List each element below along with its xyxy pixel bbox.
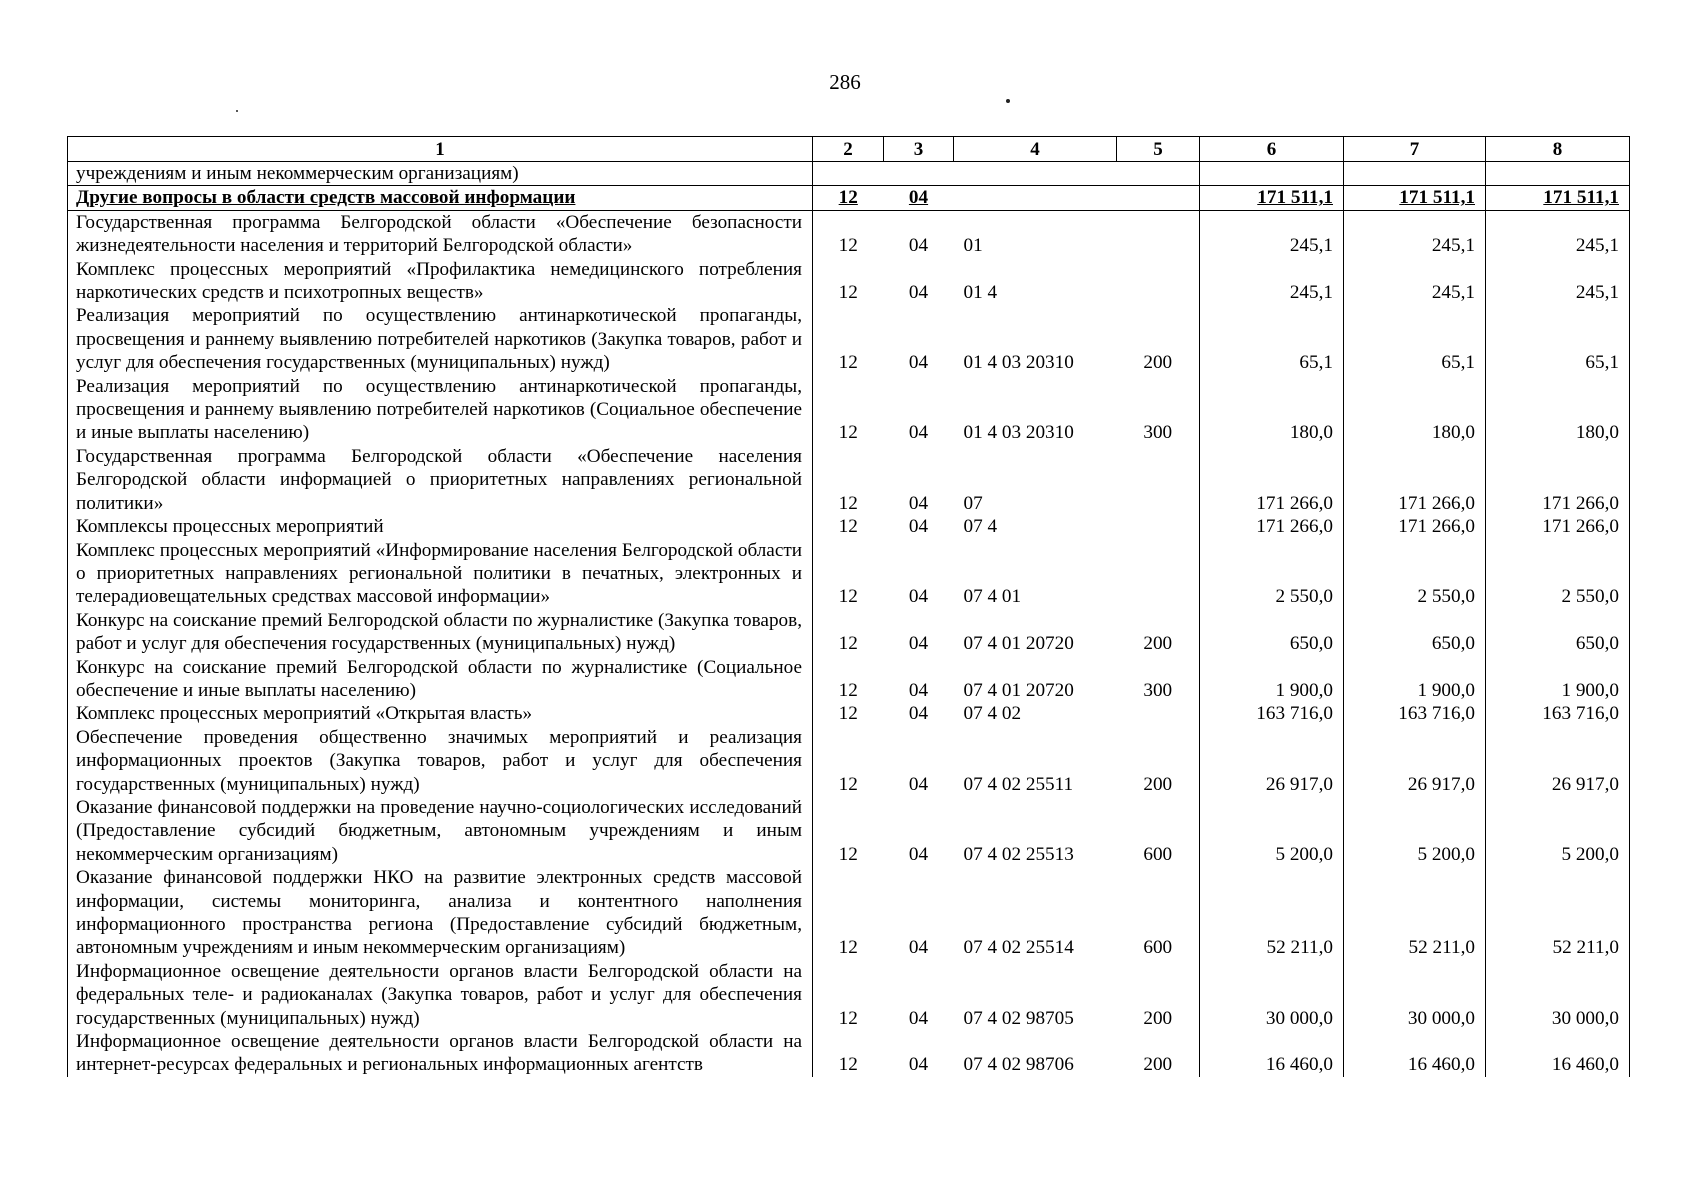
expense-type-cell: 200 xyxy=(1143,1007,1173,1029)
column-header: 2 xyxy=(813,137,884,162)
podrazdel-cell: 04 xyxy=(884,186,954,210)
amount-col8-cell: 245,1 xyxy=(1486,258,1630,305)
amount-col6-cell: 180,0 xyxy=(1200,375,1344,445)
amount-col7-cell: 26 917,0 xyxy=(1344,726,1486,796)
row-name: Комплекс процессных мероприятий «Открытая власть» xyxy=(68,702,813,725)
razdel-cell: 12 xyxy=(813,210,884,257)
expense-type-cell xyxy=(1117,702,1200,725)
target-article-cell: 07 4 02 25513 xyxy=(963,843,1074,865)
table-row xyxy=(68,210,1630,257)
razdel-cell: 12 xyxy=(813,609,884,656)
amount-col8-cell: 26 917,0 xyxy=(1486,726,1630,796)
table-row xyxy=(68,304,1630,374)
target-article-cell: 07 xyxy=(963,492,983,514)
razdel-cell: 12 xyxy=(813,375,884,445)
podrazdel-cell: 04 xyxy=(908,235,929,257)
table-row xyxy=(68,1030,1630,1077)
column-header: 6 xyxy=(1200,137,1344,162)
table-row xyxy=(68,375,1630,445)
expense-type-cell xyxy=(1117,186,1200,210)
expense-type-cell: 600 xyxy=(1143,937,1173,959)
amount-col6-cell: 52 211,0 xyxy=(1200,866,1344,960)
expense-type-cell: 200 xyxy=(1143,633,1173,655)
podrazdel-cell: 04 xyxy=(908,492,929,514)
target-article-cell: 07 4 02 98705 xyxy=(963,1007,1074,1029)
amount-col8-cell: 65,1 xyxy=(1486,304,1630,374)
row-name: Оказание финансовой поддержки на проведение научно-социологических исследований (Предоставление субсидий бюджетным, автономным учреждениям и иным некоммерческим организациям) xyxy=(68,796,813,866)
table-row xyxy=(68,726,1630,796)
target-article-cell: 07 4 02 xyxy=(963,703,1022,725)
table-row xyxy=(68,258,1630,305)
expense-type-cell: 200 xyxy=(1143,1054,1173,1076)
expense-type-cell xyxy=(1117,539,1200,609)
amount-col8-cell: 2 550,0 xyxy=(1486,539,1630,609)
expense-type-cell: 300 xyxy=(1143,679,1173,701)
amount-col8-cell: 171 266,0 xyxy=(1486,445,1630,515)
target-article-cell: 07 4 01 20720 xyxy=(963,679,1074,701)
amount-col8-cell: 650,0 xyxy=(1486,609,1630,656)
table-row xyxy=(68,609,1630,656)
row-name: Комплексы процессных мероприятий xyxy=(68,515,813,538)
podrazdel-cell: 04 xyxy=(908,352,929,374)
razdel-cell: 12 xyxy=(813,304,884,374)
amount-col7-cell: 171 511,1 xyxy=(1344,186,1486,210)
target-article-cell xyxy=(954,186,1117,210)
table-row xyxy=(68,445,1630,515)
expense-type-cell xyxy=(1117,445,1200,515)
amount-col6-cell: 2 550,0 xyxy=(1200,539,1344,609)
column-header: 8 xyxy=(1486,137,1630,162)
amount-col6-cell: 245,1 xyxy=(1200,258,1344,305)
amount-col6-cell: 65,1 xyxy=(1200,304,1344,374)
target-article-cell: 07 4 xyxy=(963,516,998,538)
amount-col7-cell: 180,0 xyxy=(1344,375,1486,445)
podrazdel-cell: 04 xyxy=(908,1007,929,1029)
razdel-cell: 12 xyxy=(813,515,884,538)
amount-col7-cell: 171 266,0 xyxy=(1344,445,1486,515)
podrazdel-cell: 04 xyxy=(908,703,929,725)
column-header: 5 xyxy=(1117,137,1200,162)
razdel-cell: 12 xyxy=(813,186,884,210)
row-name: Другие вопросы в области средств массовой информации xyxy=(68,186,813,210)
razdel-cell: 12 xyxy=(813,866,884,960)
amount-col8-cell: 52 211,0 xyxy=(1486,866,1630,960)
scan-speck xyxy=(1006,99,1010,103)
row-name: Конкурс на соискание премий Белгородской области по журналистике (Социальное обеспечение и иные выплаты населению) xyxy=(68,656,813,703)
amount-col8-cell: 171 511,1 xyxy=(1486,186,1630,210)
row-name: Реализация мероприятий по осуществлению антинаркотической пропаганды, просвещения и раннему выявлению потребителей наркотиков (Закупка товаров, работ и услуг для обеспечения государственных (муниципальных) нужд) xyxy=(68,304,813,374)
amount-col6-cell: 171 511,1 xyxy=(1200,186,1344,210)
podrazdel-cell: 04 xyxy=(908,633,929,655)
row-name: Обеспечение проведения общественно значимых мероприятий и реализация информационных проектов (Закупка товаров, работ и услуг для обеспечения государственных (муниципальных) нужд) xyxy=(68,726,813,796)
podrazdel-cell: 04 xyxy=(908,1054,929,1076)
column-header: 3 xyxy=(884,137,954,162)
table-row xyxy=(68,960,1630,1030)
target-article-cell: 01 4 03 20310 xyxy=(963,352,1074,374)
expense-type-cell: 300 xyxy=(1143,422,1173,444)
target-article-cell: 07 4 02 25514 xyxy=(963,937,1074,959)
amount-col8-cell: 180,0 xyxy=(1486,375,1630,445)
row-name: Конкурс на соискание премий Белгородской области по журналистике (Закупка товаров, работ и услуг для обеспечения государственных (муниципальных) нужд) xyxy=(68,609,813,656)
amount-col8-cell: 30 000,0 xyxy=(1486,960,1630,1030)
amount-col8-cell: 5 200,0 xyxy=(1486,796,1630,866)
row-name: Информационное освещение деятельности органов власти Белгородской области на федеральных теле- и радиоканалах (Закупка товаров, работ и услуг для обеспечения государственных (муниципальных) нужд) xyxy=(68,960,813,1030)
amount-col8-cell: 171 266,0 xyxy=(1486,515,1630,538)
amount-col7-cell: 52 211,0 xyxy=(1344,866,1486,960)
razdel-cell: 12 xyxy=(813,960,884,1030)
razdel-cell: 12 xyxy=(813,702,884,725)
razdel-cell: 12 xyxy=(813,258,884,305)
podrazdel-cell: 04 xyxy=(908,282,929,304)
amount-col7-cell: 171 266,0 xyxy=(1344,515,1486,538)
amount-col7-cell: 2 550,0 xyxy=(1344,539,1486,609)
row-name: Информационное освещение деятельности органов власти Белгородской области на интернет-ресурсах федеральных и региональных информационных агентств xyxy=(68,1030,813,1077)
target-article-cell: 07 4 01 20720 xyxy=(963,633,1074,655)
table-row xyxy=(68,656,1630,703)
amount-col6-cell: 163 716,0 xyxy=(1200,702,1344,725)
amount-col7-cell: 650,0 xyxy=(1344,609,1486,656)
razdel-cell: 12 xyxy=(813,445,884,515)
amount-col8-cell: 245,1 xyxy=(1486,210,1630,257)
expense-type-cell xyxy=(1117,258,1200,305)
podrazdel-cell: 04 xyxy=(908,937,929,959)
amount-col6-cell: 1 900,0 xyxy=(1200,656,1344,703)
row-name: Реализация мероприятий по осуществлению антинаркотической пропаганды, просвещения и раннему выявлению потребителей наркотиков (Социальное обеспечение и иные выплаты населению) xyxy=(68,375,813,445)
column-header: 7 xyxy=(1344,137,1486,162)
table-row xyxy=(68,796,1630,866)
razdel-cell: 12 xyxy=(813,726,884,796)
table-row xyxy=(68,866,1630,960)
amount-col7-cell: 245,1 xyxy=(1344,258,1486,305)
podrazdel-cell: 04 xyxy=(908,586,929,608)
amount-col6-cell: 245,1 xyxy=(1200,210,1344,257)
amount-col6-cell: 171 266,0 xyxy=(1200,515,1344,538)
target-article-cell: 07 4 01 xyxy=(963,586,1022,608)
expense-type-cell: 200 xyxy=(1143,352,1173,374)
column-numbers-row xyxy=(68,137,1630,162)
row-name: Комплекс процессных мероприятий «Профилактика немедицинского потребления наркотических средств и психотропных веществ» xyxy=(68,258,813,305)
podrazdel-cell: 04 xyxy=(908,773,929,795)
amount-col6-cell: 171 266,0 xyxy=(1200,445,1344,515)
amount-col7-cell: 1 900,0 xyxy=(1344,656,1486,703)
amount-col7-cell: 5 200,0 xyxy=(1344,796,1486,866)
amount-col7-cell: 65,1 xyxy=(1344,304,1486,374)
amount-col7-cell: 30 000,0 xyxy=(1344,960,1486,1030)
razdel-cell: 12 xyxy=(813,539,884,609)
row-name: Государственная программа Белгородской области «Обеспечение населения Белгородской области информацией о приоритетных направлениях региональной политики» xyxy=(68,445,813,515)
target-article-cell: 07 4 02 98706 xyxy=(963,1054,1074,1076)
table-row xyxy=(68,702,1630,725)
amount-col6-cell: 26 917,0 xyxy=(1200,726,1344,796)
table-row xyxy=(68,515,1630,538)
expense-type-cell: 200 xyxy=(1143,773,1173,795)
razdel-cell: 12 xyxy=(813,656,884,703)
amount-col8-cell: 1 900,0 xyxy=(1486,656,1630,703)
row-name: учреждениям и иным некоммерческим организациям) xyxy=(68,162,813,186)
amount-col6-cell: 30 000,0 xyxy=(1200,960,1344,1030)
target-article-cell: 07 4 02 25511 xyxy=(963,773,1074,795)
amount-col6-cell: 5 200,0 xyxy=(1200,796,1344,866)
podrazdel-cell: 04 xyxy=(908,843,929,865)
podrazdel-cell: 04 xyxy=(908,516,929,538)
podrazdel-cell: 04 xyxy=(908,422,929,444)
razdel-cell: 12 xyxy=(813,1030,884,1077)
column-header: 4 xyxy=(954,137,1117,162)
row-name: Оказание финансовой поддержки НКО на развитие электронных средств массовой информации, системы мониторинга, анализа и контентного наполнения информационного пространства региона (Предоставление субсидий бюджетным, автономным учреждениям и иным некоммерческим организациям) xyxy=(68,866,813,960)
budget-table xyxy=(67,136,1630,1077)
row-name: Комплекс процессных мероприятий «Информирование населения Белгородской области о приоритетных направлениях региональной политики в печатных, электронных и телерадиовещательных средствах массовой информации» xyxy=(68,539,813,609)
table-row xyxy=(68,186,1630,210)
table-row xyxy=(68,539,1630,609)
amount-col8-cell: 163 716,0 xyxy=(1486,702,1630,725)
column-header: 1 xyxy=(68,137,813,162)
expense-type-cell: 600 xyxy=(1143,843,1173,865)
podrazdel-cell: 04 xyxy=(908,679,929,701)
expense-type-cell xyxy=(1117,210,1200,257)
razdel-cell: 12 xyxy=(813,796,884,866)
row-name: Государственная программа Белгородской области «Обеспечение безопасности жизнедеятельности населения и территорий Белгородской области» xyxy=(68,210,813,257)
amount-col7-cell: 163 716,0 xyxy=(1344,702,1486,725)
amount-col7-cell: 245,1 xyxy=(1344,210,1486,257)
scan-speck xyxy=(236,110,238,112)
target-article-cell: 01 4 03 20310 xyxy=(963,422,1074,444)
continuation-row xyxy=(68,162,1630,186)
page-number: 286 xyxy=(829,70,861,94)
amount-col8-cell: 16 460,0 xyxy=(1486,1030,1630,1077)
amount-col7-cell: 16 460,0 xyxy=(1344,1030,1486,1077)
amount-col6-cell: 650,0 xyxy=(1200,609,1344,656)
target-article-cell: 01 4 xyxy=(963,282,998,304)
amount-col6-cell: 16 460,0 xyxy=(1200,1030,1344,1077)
target-article-cell: 01 xyxy=(963,235,983,257)
expense-type-cell xyxy=(1117,515,1200,538)
